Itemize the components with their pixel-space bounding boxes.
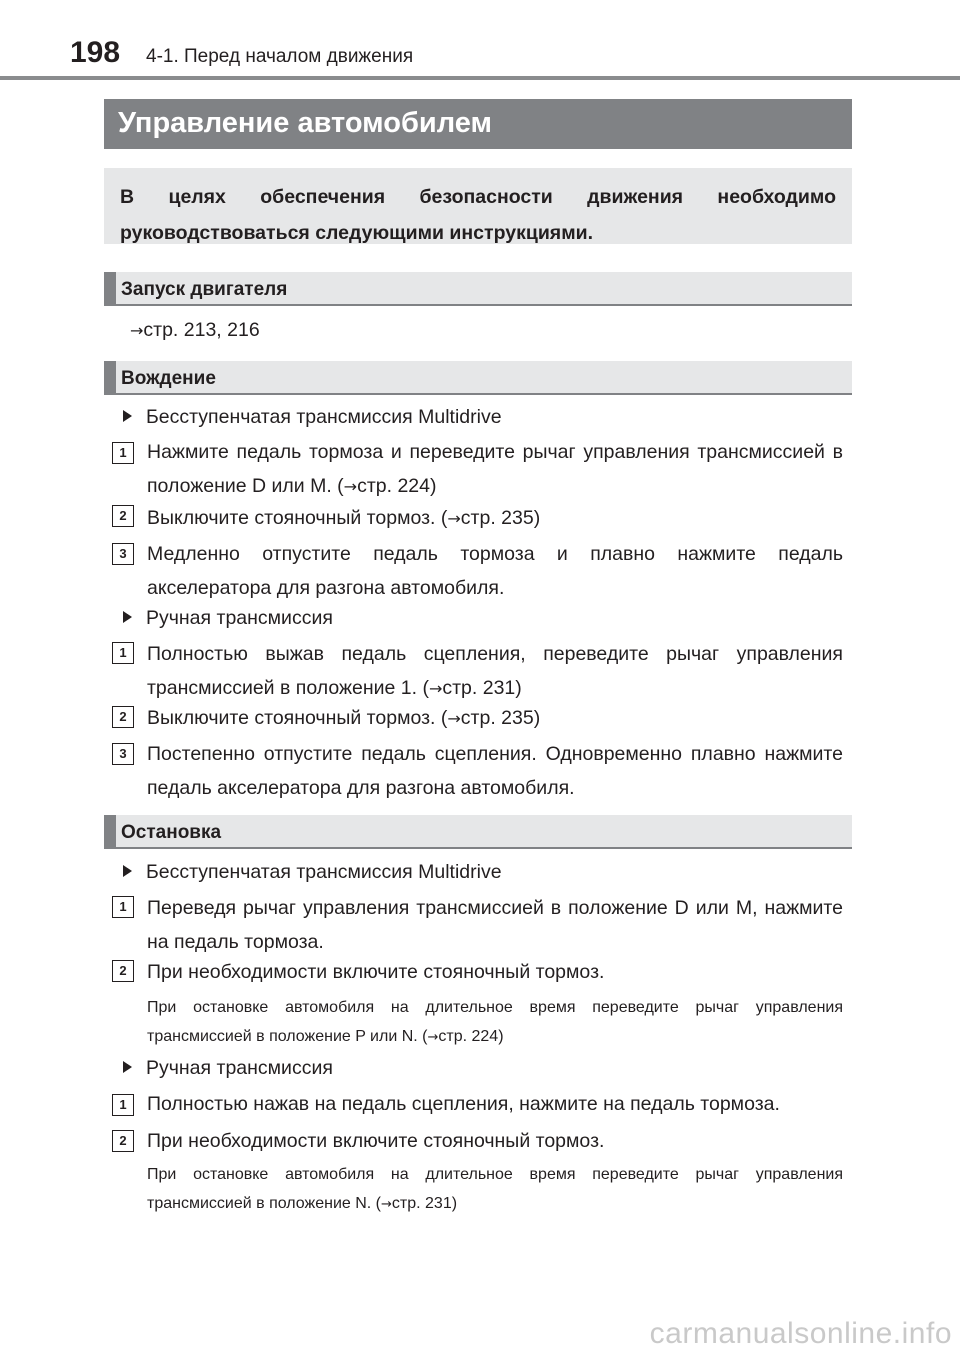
header-rule [0, 76, 960, 80]
start-ref-text: стр. 213, 216 [143, 319, 260, 341]
step-text: Нажмите педаль тормоза и переведите рычаг управления трансмиссией в положение D или M. ( [147, 441, 843, 497]
step-number: 3 [112, 743, 134, 765]
driving-cvt-label [123, 403, 843, 431]
step-number: 1 [112, 896, 134, 918]
stopping-manual-label-text: Ручная трансмиссия [146, 1057, 333, 1079]
section-heading-start: Запуск двигателя [104, 272, 852, 306]
driving-manual-label-text: Ручная трансмиссия [146, 607, 333, 629]
step-number: 1 [112, 442, 134, 464]
arrow-icon: → [428, 679, 443, 698]
watermark: carmanualsonline.info [649, 1317, 952, 1350]
arrow-icon: → [427, 1030, 439, 1045]
note-ref: стр. 231) [391, 1195, 458, 1212]
arrow-icon: → [447, 709, 461, 728]
stopping-manual-label [123, 1054, 843, 1082]
driving-manual-step-1 [147, 637, 843, 706]
step-number: 2 [112, 960, 134, 982]
step-number: 2 [112, 505, 134, 527]
triangle-bullet-icon [123, 865, 132, 877]
stopping-cvt-note [147, 993, 843, 1052]
stopping-cvt-label [123, 858, 843, 886]
triangle-bullet-icon [123, 410, 132, 422]
page-title: Управление автомобилем [104, 99, 852, 149]
section-heading-stopping: Остановка [104, 815, 852, 849]
step-number: 2 [112, 706, 134, 728]
arrow-icon: → [381, 1197, 392, 1212]
note-text: При остановке автомобиля на длительное время переведите рычаг управления трансмиссией в положение P или N. ( [147, 999, 843, 1045]
step-text: Выключите стояночный тормоз. ( [147, 707, 448, 729]
stopping-cvt-step-1: Переведя рычаг управления трансмиссией в положение D или M, нажмите на педаль тормоза. [147, 897, 843, 953]
stopping-manual-note [147, 1160, 843, 1219]
driving-manual-step-2 [147, 701, 843, 736]
driving-manual-step-3: Постепенно отпустите педаль сцепления. Одновременно плавно нажмите педаль акселератора для разгона автомобиля. [147, 743, 843, 799]
step-text: Выключите стояночный тормоз. ( [147, 507, 448, 529]
step-ref: стр. 224) [357, 475, 437, 497]
step-ref: стр. 235) [460, 707, 541, 729]
stopping-cvt-label-text: Бесступенчатая трансмиссия Multidrive [146, 861, 502, 883]
stopping-cvt-step-2: При необходимости включите стояночный тормоз. [147, 961, 605, 983]
step-number: 3 [112, 543, 134, 565]
driving-cvt-step-2 [147, 501, 843, 536]
step-ref: стр. 235) [460, 507, 541, 529]
section-heading-driving: Вождение [104, 361, 852, 395]
intro-box: В целях обеспечения безопасности движения необходимо руководствоваться следующими инструкциями. [104, 168, 852, 244]
stopping-manual-step-1: Полностью нажав на педаль сцепления, нажмите на педаль тормоза. [147, 1093, 780, 1115]
stopping-manual-step-2: При необходимости включите стояночный тормоз. [147, 1130, 605, 1152]
step-ref: стр. 231) [442, 677, 522, 699]
note-ref: стр. 224) [438, 1028, 504, 1045]
arrow-icon: → [343, 477, 358, 496]
step-number: 2 [112, 1130, 134, 1152]
triangle-bullet-icon [123, 611, 132, 623]
driving-cvt-step-3: Медленно отпустите педаль тормоза и плавно нажмите педаль акселератора для разгона автомобиля. [147, 543, 843, 599]
page-header [0, 0, 960, 82]
driving-cvt-step-1 [147, 435, 843, 504]
triangle-bullet-icon [123, 1061, 132, 1073]
step-number: 1 [112, 1094, 134, 1116]
note-text: При остановке автомобиля на длительное время переведите рычаг управления трансмиссией в положение N. ( [147, 1166, 843, 1212]
driving-cvt-label-text: Бесступенчатая трансмиссия Multidrive [146, 406, 502, 428]
arrow-icon: → [447, 509, 461, 528]
arrow-icon: → [130, 321, 144, 340]
chapter-title: 4-1. Перед началом движения [146, 46, 414, 67]
start-reference [130, 313, 826, 348]
driving-manual-label [123, 604, 843, 632]
page-number: 198 [70, 36, 121, 69]
step-text: Полностью выжав педаль сцепления, переведите рычаг управления трансмиссией в положение 1. ( [147, 643, 843, 699]
step-number: 1 [112, 642, 134, 664]
